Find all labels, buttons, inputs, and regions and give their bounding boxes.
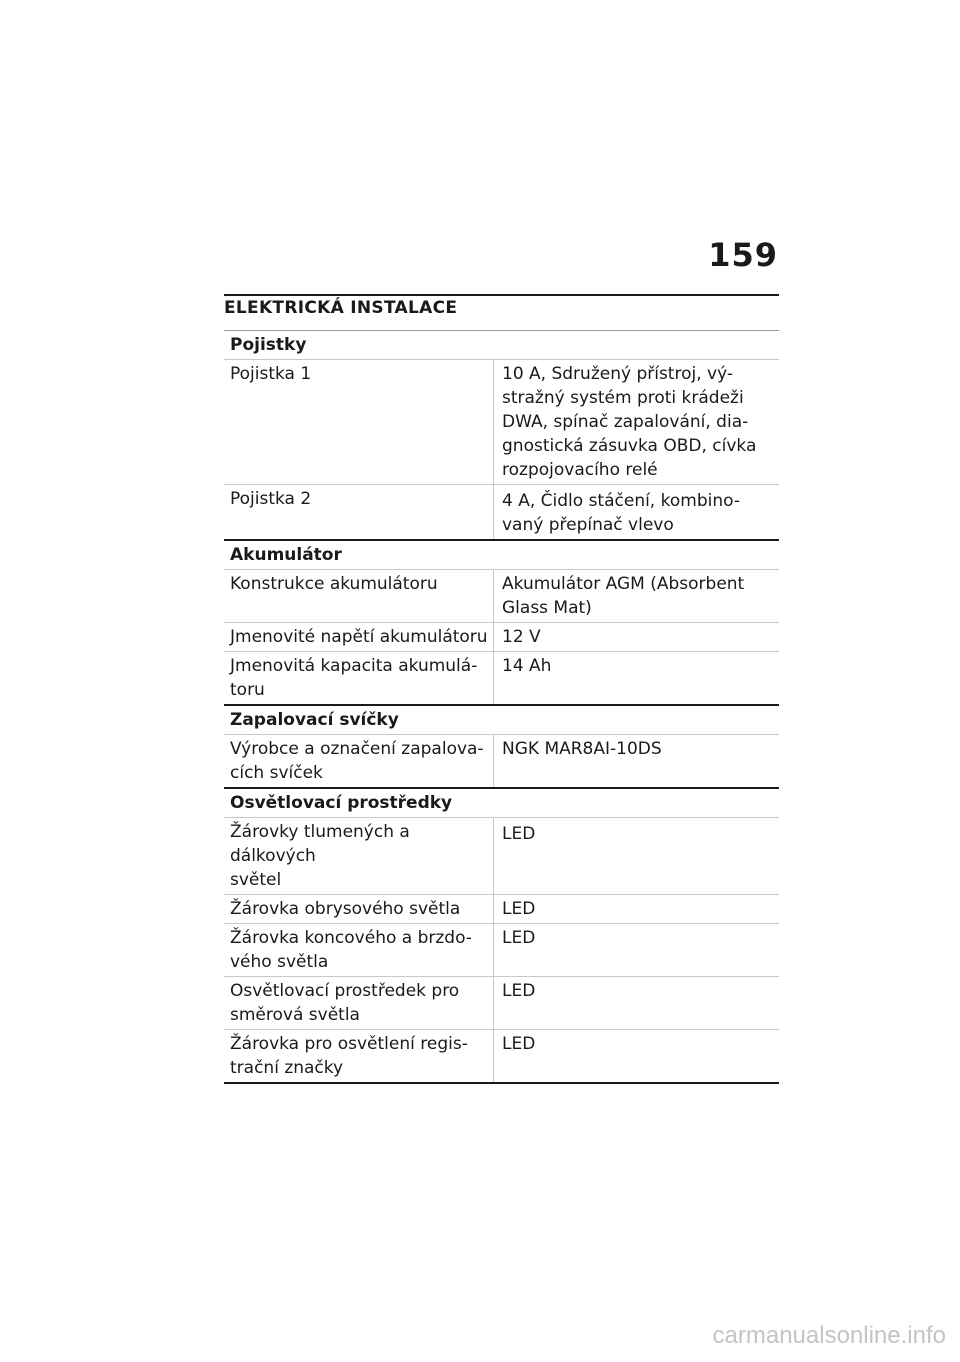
row-value: 12 V bbox=[502, 627, 541, 647]
table-row bbox=[224, 484, 779, 539]
row-value: 4 A, Čidlo stáčení, kombino- vaný přepínač vlevo bbox=[502, 491, 740, 535]
table-row bbox=[224, 651, 779, 704]
table-row bbox=[224, 894, 779, 923]
row-label: Konstrukce akumulátoru bbox=[224, 570, 494, 622]
row-label: Pojistka 2 bbox=[224, 485, 494, 539]
row-label: Jmenovitá kapacita akumulá- toru bbox=[224, 652, 494, 704]
row-label: Pojistka 1 bbox=[224, 360, 494, 484]
row-value: LED bbox=[502, 824, 536, 844]
spec-table bbox=[224, 330, 779, 1084]
chapter-divider bbox=[224, 294, 779, 296]
row-label: Osvětlovací prostředek pro směrová světla bbox=[224, 977, 494, 1029]
spec-group-spark-plugs bbox=[224, 704, 779, 787]
group-header: Osvětlovací prostředky bbox=[224, 787, 779, 817]
row-label: Žárovka koncového a brzdo- vého světla bbox=[224, 924, 494, 976]
table-row bbox=[224, 1029, 779, 1082]
page-number: 159 bbox=[708, 236, 778, 274]
row-value: LED bbox=[502, 899, 536, 919]
spec-group-battery bbox=[224, 539, 779, 704]
table-bottom-rule bbox=[224, 1082, 779, 1084]
row-value: 14 Ah bbox=[502, 656, 552, 676]
row-label: Žárovka obrysového světla bbox=[224, 895, 494, 923]
table-row bbox=[224, 569, 779, 622]
table-row bbox=[224, 734, 779, 787]
group-header: Akumulátor bbox=[224, 539, 779, 569]
table-row bbox=[224, 976, 779, 1029]
watermark[interactable]: carmanualsonline.info bbox=[712, 1322, 946, 1349]
row-value: LED bbox=[502, 981, 536, 1001]
row-value: Akumulátor AGM (Absorbent Glass Mat) bbox=[502, 574, 745, 618]
row-value: 10 A, Sdružený přístroj, vý- stražný systém proti krádeži DWA, spínač zapalování, dia- gnostická zásuvka OBD, cívka rozpojovacího relé bbox=[502, 364, 757, 480]
group-header: Zapalovací svíčky bbox=[224, 704, 779, 734]
row-label: Výrobce a označení zapalova- cích svíček bbox=[224, 735, 494, 787]
row-value: LED bbox=[502, 928, 536, 948]
row-label: Žárovky tlumených a dálkových světel bbox=[224, 818, 494, 894]
table-row bbox=[224, 923, 779, 976]
row-value: NGK MAR8AI-10DS bbox=[502, 739, 662, 759]
table-row bbox=[224, 817, 779, 894]
table-row bbox=[224, 622, 779, 651]
row-value: LED bbox=[502, 1034, 536, 1054]
row-label: Žárovka pro osvětlení regis- trační značky bbox=[224, 1030, 494, 1082]
spec-group-fuses bbox=[224, 330, 779, 539]
table-row bbox=[224, 359, 779, 484]
chapter-title: ELEKTRICKÁ INSTALACE bbox=[224, 298, 458, 318]
group-header: Pojistky bbox=[224, 330, 779, 359]
row-label: Jmenovité napětí akumulátoru bbox=[224, 623, 494, 651]
spec-group-lighting bbox=[224, 787, 779, 1082]
